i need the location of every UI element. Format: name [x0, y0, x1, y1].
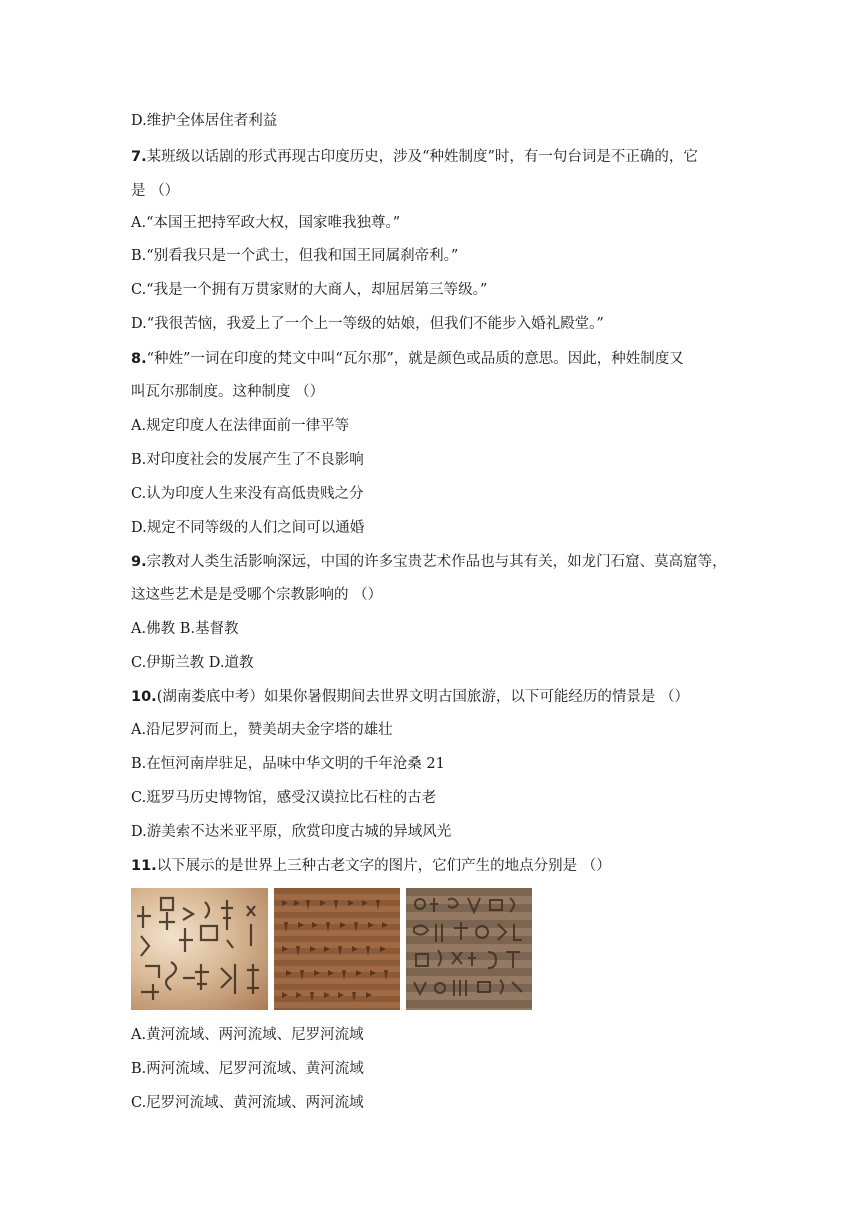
option-a-q10: A.沿尼罗河而上，赞美胡夫金字塔的雄壮: [131, 722, 393, 738]
option-b-q8: B.对印度社会的发展产生了不良影响: [131, 452, 364, 468]
option-a-q7: A.“本国王把持军政大权，国家唯我独尊。”: [131, 215, 401, 231]
option-d-q6: D.维护全体居住者利益: [131, 113, 278, 129]
option-c-q11: C.尼罗河流域、黄河流域、两河流域: [131, 1095, 364, 1111]
options-ab-q9: A.佛教 B.基督教: [131, 621, 239, 637]
option-c-q10: C.逛罗马历史博物馆，感受汉谟拉比石柱的古老: [131, 790, 437, 806]
question-number: 8.: [131, 351, 147, 367]
option-b-q7: B.“别看我只是一个武士，但我和国王同属刹帝利。”: [131, 248, 459, 264]
options-cd-q9: C.伊斯兰教 D.道教: [131, 655, 254, 671]
option-b-q10: B.在恒河南岸驻足，品味中华文明的千年沧桑 21: [131, 756, 445, 772]
question-10: 10.(湖南娄底中考）如果你暑假期间去世界文明古国旅游，以下可能经历的情景是 （）: [131, 689, 689, 705]
question-9-cont: 这这些艺术是是受哪个宗教影响的 （）: [131, 587, 383, 603]
option-d-q8: D.规定不同等级的人们之间可以通婚: [131, 520, 365, 536]
question-number: 11.: [131, 858, 157, 874]
ancient-scripts-images: [131, 888, 532, 1010]
question-number: 9.: [131, 554, 147, 570]
question-7: 7.某班级以话剧的形式再现古印度历史，涉及“种姓制度”时，有一句台词是不正确的，它: [131, 149, 698, 165]
question-11: 11.以下展示的是世界上三种古老文字的图片，它们产生的地点分别是 （）: [131, 858, 611, 874]
question-8: 8.“种姓”一词在印度的梵文中叫“瓦尔那”，就是颜色或品质的意思。因此，种姓制度又: [131, 351, 684, 367]
question-number: 7.: [131, 149, 147, 165]
option-a-q11: A.黄河流域、两河流域、尼罗河流域: [131, 1027, 364, 1043]
question-8-cont: 叫瓦尔那制度。这种制度 （）: [131, 384, 325, 400]
option-c-q8: C.认为印度人生来没有高低贵贱之分: [131, 486, 364, 502]
cuneiform-script-image: [274, 888, 400, 1010]
oracle-bone-script-image: [131, 888, 268, 1010]
option-d-q10: D.游美索不达米亚平原，欣赏印度古城的异域风光: [131, 824, 452, 840]
question-7-cont: 是 （）: [131, 183, 180, 199]
option-d-q7: D.“我很苦恼，我爱上了一个上一等级的姑娘，但我们不能步入婚礼殿堂。”: [131, 316, 604, 332]
option-c-q7: C.“我是一个拥有万贯家财的大商人，却屈居第三等级。”: [131, 282, 488, 298]
option-a-q8: A.规定印度人在法律面前一律平等: [131, 418, 350, 434]
option-b-q11: B.两河流域、尼罗河流域、黄河流域: [131, 1061, 364, 1077]
question-number: 10.: [131, 689, 157, 705]
question-9: 9.宗教对人类生活影响深远，中国的许多宝贵艺术作品也与其有关，如龙门石窟、莫高窟等，: [131, 554, 727, 570]
hieroglyph-script-image: [406, 888, 532, 1010]
